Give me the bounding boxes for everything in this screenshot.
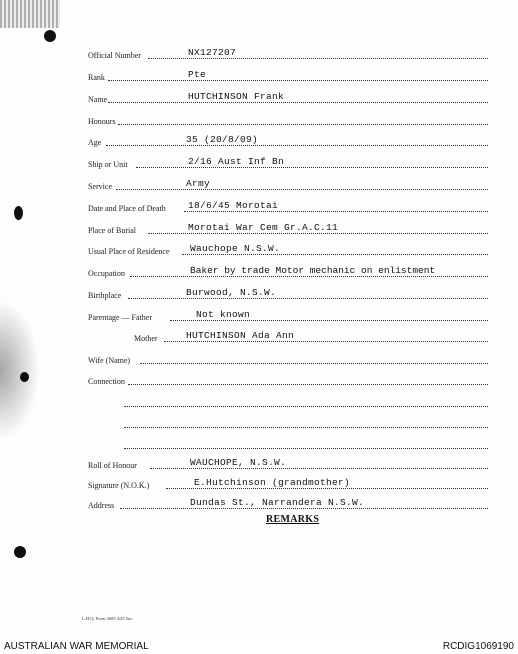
parentage-father-value: Not known [196,309,251,320]
ship-or-unit-value: 2/16 Aust Inf Bn [188,156,285,167]
rank-label: Rank [88,73,105,82]
dotted-line [108,101,488,103]
remarks-heading: REMARKS [266,514,320,525]
dotted-line [108,79,488,81]
field-occupation [0,262,518,280]
signature-value: E.Hutchinson (grandmother) [194,477,351,488]
address-label: Address [88,501,115,510]
binder-hole [14,546,26,558]
burial-label: Place of Burial [88,226,136,235]
form-code: L.H.Q. Form 3685 4/45 5m. [82,616,133,621]
binder-hole [44,30,56,42]
field-honours [0,110,518,128]
field-age [0,131,518,149]
service-label: Service [88,182,112,191]
dotted-line [124,447,488,449]
record-id: RCDIG1069190 [442,641,514,652]
occupation-value: Baker by trade Motor mechanic on enlistment [190,265,436,276]
birthplace-label: Birthplace [88,291,122,300]
parentage-father-label: Parentage — Father [88,313,152,322]
connection-label: Connection [88,377,125,386]
occupation-label: Occupation [88,269,125,278]
age-value: 35 (20/8/09) [186,134,259,145]
field-rank [0,66,518,84]
dotted-line [124,405,488,407]
field-ship-or-unit [0,153,518,171]
field-signature [0,474,518,492]
field-death [0,197,518,215]
blank-line [0,434,518,452]
blank-line [0,413,518,431]
field-birthplace [0,284,518,302]
dotted-line [106,144,488,146]
death-label: Date and Place of Death [88,204,166,213]
name-label: Name [88,95,108,104]
signature-label: Signature (N.O.K.) [88,481,150,490]
service-value: Army [186,178,211,189]
field-residence [0,240,518,258]
dotted-line [128,297,488,299]
parentage-mother-label: Mother [134,334,158,343]
field-service [0,175,518,193]
field-name [0,88,518,106]
residence-value: Wauchope N.S.W. [190,243,281,254]
field-roll-of-honour [0,454,518,472]
archive-footer [0,640,518,654]
residence-label: Usual Place of Residence [88,247,170,256]
ship-or-unit-label: Ship or Unit [88,160,128,169]
roll-of-honour-value: WAUCHOPE, N.S.W. [190,457,287,468]
death-value: 18/6/45 Morotai [188,200,279,211]
blank-line [0,392,518,410]
scan-edge-mark [0,0,60,28]
parentage-mother-value: HUTCHINSON Ada Ann [186,330,295,341]
age-label: Age [88,138,102,147]
field-connection [0,370,518,388]
honours-label: Honours [88,117,116,126]
field-wife [0,349,518,367]
dotted-line [116,188,488,190]
field-official-number [0,44,518,62]
field-parentage-mother [0,327,518,345]
dotted-line [140,362,488,364]
field-burial [0,219,518,237]
field-parentage-father [0,306,518,324]
dotted-line [128,383,488,385]
rank-value: Pte [188,69,207,80]
field-address [0,494,518,512]
roll-of-honour-label: Roll of Honour [88,461,137,470]
dotted-line [124,426,488,428]
archive-name: AUSTRALIAN WAR MEMORIAL [4,641,149,652]
dotted-line [118,123,488,125]
address-value: Dundas St., Narrandera N.S.W. [190,497,365,508]
birthplace-value: Burwood, N.S.W. [186,287,277,298]
burial-value: Morotai War Cem Gr.A.C.11 [188,222,339,233]
official-number-value: NX127207 [188,47,237,58]
name-value: HUTCHINSON Frank [188,91,285,102]
wife-label: Wife (Name) [88,356,131,365]
official-number-label: Official Number [88,51,141,60]
